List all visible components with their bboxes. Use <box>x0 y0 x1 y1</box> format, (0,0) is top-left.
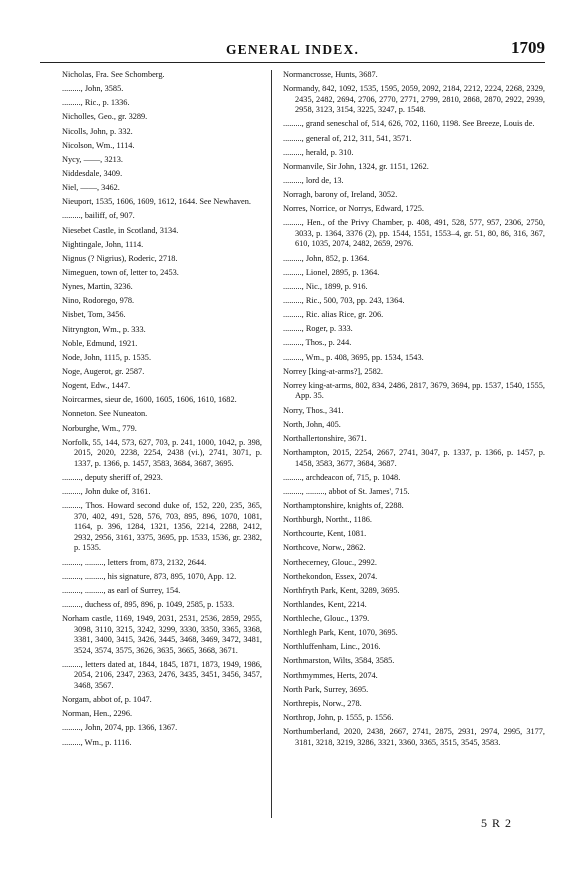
index-entry: Northrepis, Norw., 278. <box>283 698 362 708</box>
index-entry: ........., John, 3585. <box>62 84 124 94</box>
index-entry: Norman, Hen., 2296. <box>62 709 133 719</box>
index-entry: Nycy, ——, 3213. <box>62 154 123 164</box>
header-rule <box>40 62 545 63</box>
signature-mark: 5 R 2 <box>481 816 513 830</box>
index-entry: Nino, Rodorego, 978. <box>62 296 135 306</box>
index-entry: Nightingale, John, 1114. <box>62 239 144 249</box>
index-entry: ........., Thos., p. 244. <box>283 338 352 348</box>
index-entry: ........., Hen., of the Privy Chamber, p. 408, 491, 528, 577, 957, 2306, 2750, 3033, p. 1364, 3376 (2), pp. 1544, 1551, 1553–4, gr. 51, 80, 86, 316, 367, 610, 1035, 2074, 2482, 2659, 2976. <box>283 218 545 249</box>
left-column <box>62 70 262 752</box>
index-entry: ........., general of, 212, 311, 541, 3571. <box>283 133 412 143</box>
index-entry: ........., Wm., p. 408, 3695, pp. 1534, 1543. <box>283 352 424 362</box>
index-entry: Northcourte, Kent, 1081. <box>283 529 367 539</box>
index-entry: ........., Thos. Howard second duke of, 152, 220, 235, 365, 370, 402, 491, 528, 576, 703, 895, 896, 1070, 1081, 1164, p. 396, 1284, 1321, 1356, 2214, 2288, 2412, 2932, 2956, 3161, 3375, 3695, pp. 1533, 1536, gr. 2382, p. 1535. <box>62 501 262 553</box>
index-entry: ........., herald, p. 310. <box>283 147 354 157</box>
index-entry: Nicholas, Fra. See Schomberg. <box>62 70 165 79</box>
index-entry: ........., Ric., p. 1336. <box>62 98 130 108</box>
index-entry: Northlandes, Kent, 2214. <box>283 599 367 609</box>
index-entry: Niesebet Castle, in Scotland, 3134. <box>62 225 179 235</box>
index-entry: Northallertonshire, 3671. <box>283 433 367 443</box>
index-entry: Norfolk, 55, 144, 573, 627, 703, p. 241, 1000, 1042, p. 398, 2015, 2020, 2238, 2254, 2438 (vi.), 2741, 3071, p. 1337, p. 1366, p. 1457, 3583, 3684, 3687, 3695. <box>62 437 262 468</box>
index-entry: Northleche, Glouc., 1379. <box>283 614 370 624</box>
column-divider <box>271 70 272 818</box>
index-entry: Nisbet, Tom, 3456. <box>62 310 126 320</box>
index-entry: Norrey [king-at-arms?], 2582. <box>283 366 383 376</box>
index-entry: ........., duchess of, 895, 896, p. 1049, 2585, p. 1533. <box>62 599 235 609</box>
index-entry: ........., John, 852, p. 1364. <box>283 253 370 263</box>
index-entry: Node, John, 1115, p. 1535. <box>62 352 152 362</box>
index-entry: Nimeguen, town of, letter to, 2453. <box>62 267 179 277</box>
index-entry: ........., lord de, 13. <box>283 175 344 185</box>
index-entry: ........., Ric., 500, 703, pp. 243, 1364. <box>283 296 405 306</box>
index-entry: ........., Nic., 1899, p. 916. <box>283 281 368 291</box>
index-entry: ........., grand seneschal of, 514, 626, 702, 1160, 1198. See Breeze, Louis de. <box>283 119 535 129</box>
index-entry: ........., Ric. alias Rice, gr. 206. <box>283 310 384 320</box>
index-entry: ........., ........., as earl of Surrey, 154. <box>62 585 181 595</box>
index-entry: Northamptonshire, knights of, 2288. <box>283 500 404 510</box>
index-entry: Normancrosse, Hunts, 3687. <box>283 70 378 79</box>
index-entry: Nignus (? Nigrius), Roderic, 2718. <box>62 253 178 263</box>
index-entry: ........., John duke of, 3161. <box>62 487 151 497</box>
index-entry: Northmarston, Wilts, 3584, 3585. <box>283 656 395 666</box>
index-entry: Norburghe, Wm., 779. <box>62 423 137 433</box>
index-entry: ........., bailiff, of, 907. <box>62 211 135 221</box>
index-entry: Northlegh Park, Kent, 1070, 3695. <box>283 628 398 638</box>
index-entry: Norry, Thos., 341. <box>283 405 344 415</box>
index-entry: ........., Roger, p. 333. <box>283 324 353 334</box>
index-entry: Niddesdale, 3409. <box>62 168 123 178</box>
index-entry: Norragh, barony of, Ireland, 3052. <box>283 190 398 200</box>
index-entry: ........., John, 2074, pp. 1366, 1367. <box>62 723 178 733</box>
index-entry: Norrey king-at-arms, 802, 834, 2486, 2817, 3679, 3694, pp. 1537, 1540, 1555, App. 35. <box>283 380 545 401</box>
right-column <box>283 70 545 752</box>
page-title: GENERAL INDEX. <box>225 42 360 57</box>
index-entry: Nicholles, Geo., gr. 3289. <box>62 112 148 122</box>
index-entry: North Park, Surrey, 3695. <box>283 684 369 694</box>
index-entry: Niel, ——, 3462. <box>62 183 120 193</box>
index-entry: Nieuport, 1535, 1606, 1609, 1612, 1644. See Newhaven. <box>62 197 251 207</box>
index-entry: Northrop, John, p. 1555, p. 1556. <box>283 713 394 723</box>
index-entry: ........., ........., his signature, 873, 895, 1070, App. 12. <box>62 571 237 581</box>
index-entry: ........., ........., letters from, 873, 2132, 2644. <box>62 557 207 567</box>
index-entry: Norres, Norrice, or Norrys, Edward, 1725. <box>283 204 425 214</box>
index-entry: North, John, 405. <box>283 419 341 429</box>
index-entry: ........., letters dated at, 1844, 1845, 1871, 1873, 1949, 1986, 2054, 2106, 2347, 2363, 2476, 3435, 3451, 3456, 3457, 3468, 3567. <box>62 659 262 690</box>
index-entry: Normandy, 842, 1092, 1535, 1595, 2059, 2092, 2184, 2212, 2224, 2268, 2329, 2435, 2482, 2694, 2706, 2770, 2771, 2799, 2810, 2868, 2870, 2922, 2939, 2958, 3123, 3154, 3225, 3247, p. 1548. <box>283 84 545 115</box>
index-entry: Nitryngton, Wm., p. 333. <box>62 324 146 334</box>
index-entry: Northcove, Norw., 2862. <box>283 543 366 553</box>
index-entry: Northumberland, 2020, 2438, 2667, 2741, 2875, 2931, 2974, 2995, 3177, 3181, 3218, 3219, 3286, 3321, 3360, 3365, 3515, 3545, 3583. <box>283 727 545 747</box>
index-entry: Noircarmes, sieur de, 1600, 1605, 1606, 1610, 1682. <box>62 395 237 405</box>
page-number: 1709 <box>511 38 545 57</box>
index-entry: Norgam, abbot of, p. 1047. <box>62 695 152 705</box>
index-entry: Northmymmes, Herts, 2074. <box>283 670 378 680</box>
index-entry: Norham castle, 1169, 1949, 2031, 2531, 2536, 2859, 2955, 3098, 3110, 3215, 3242, 3299, 3330, 3350, 3365, 3368, 3381, 3400, 3415, 3426, 3445, 3468, 3469, 3472, 3481, 3524, 3574, 3575, 3626, 3635, 3665, 3668, 3671. <box>62 614 262 655</box>
index-entry: ........., Wm., p. 1116. <box>62 737 132 747</box>
index-entry: ........., deputy sheriff of, 2923. <box>62 472 163 482</box>
index-entry: Noble, Edmund, 1921. <box>62 338 138 348</box>
index-entry: ........., archdeacon of, 715, p. 1048. <box>283 472 401 482</box>
index-entry: Northfryth Park, Kent, 3289, 3695. <box>283 585 400 595</box>
index-entry: Northburgh, Northt., 1186. <box>283 515 372 525</box>
page-header <box>40 38 545 62</box>
index-entry: ........., ........., abbot of St. James', 715. <box>283 486 410 496</box>
index-entry: Nogent, Edw., 1447. <box>62 381 131 391</box>
index-entry: Noge, Augerot, gr. 2587. <box>62 366 145 376</box>
index-entry: Nonneton. See Nuneaton. <box>62 409 148 419</box>
index-entry: Northluffenham, Linc., 2016. <box>283 642 381 652</box>
index-entry: Northampton, 2015, 2254, 2667, 2741, 3047, p. 1337, p. 1366, p. 1457, p. 1458, 3583, 3677, 3684, 3687. <box>283 447 545 468</box>
index-entry: Nicolson, Wm., 1114. <box>62 140 135 150</box>
index-entry: Northecerney, Glouc., 2992. <box>283 557 377 567</box>
index-entry: Nynes, Martin, 3236. <box>62 282 133 292</box>
index-entry: Northekondon, Essex, 2074. <box>283 571 378 581</box>
index-entry: Normanvile, Sir John, 1324, gr. 1151, 1262. <box>283 161 429 171</box>
index-entry: ........., Lionel, 2895, p. 1364. <box>283 267 380 277</box>
index-entry: Nicolls, John, p. 332. <box>62 126 133 136</box>
